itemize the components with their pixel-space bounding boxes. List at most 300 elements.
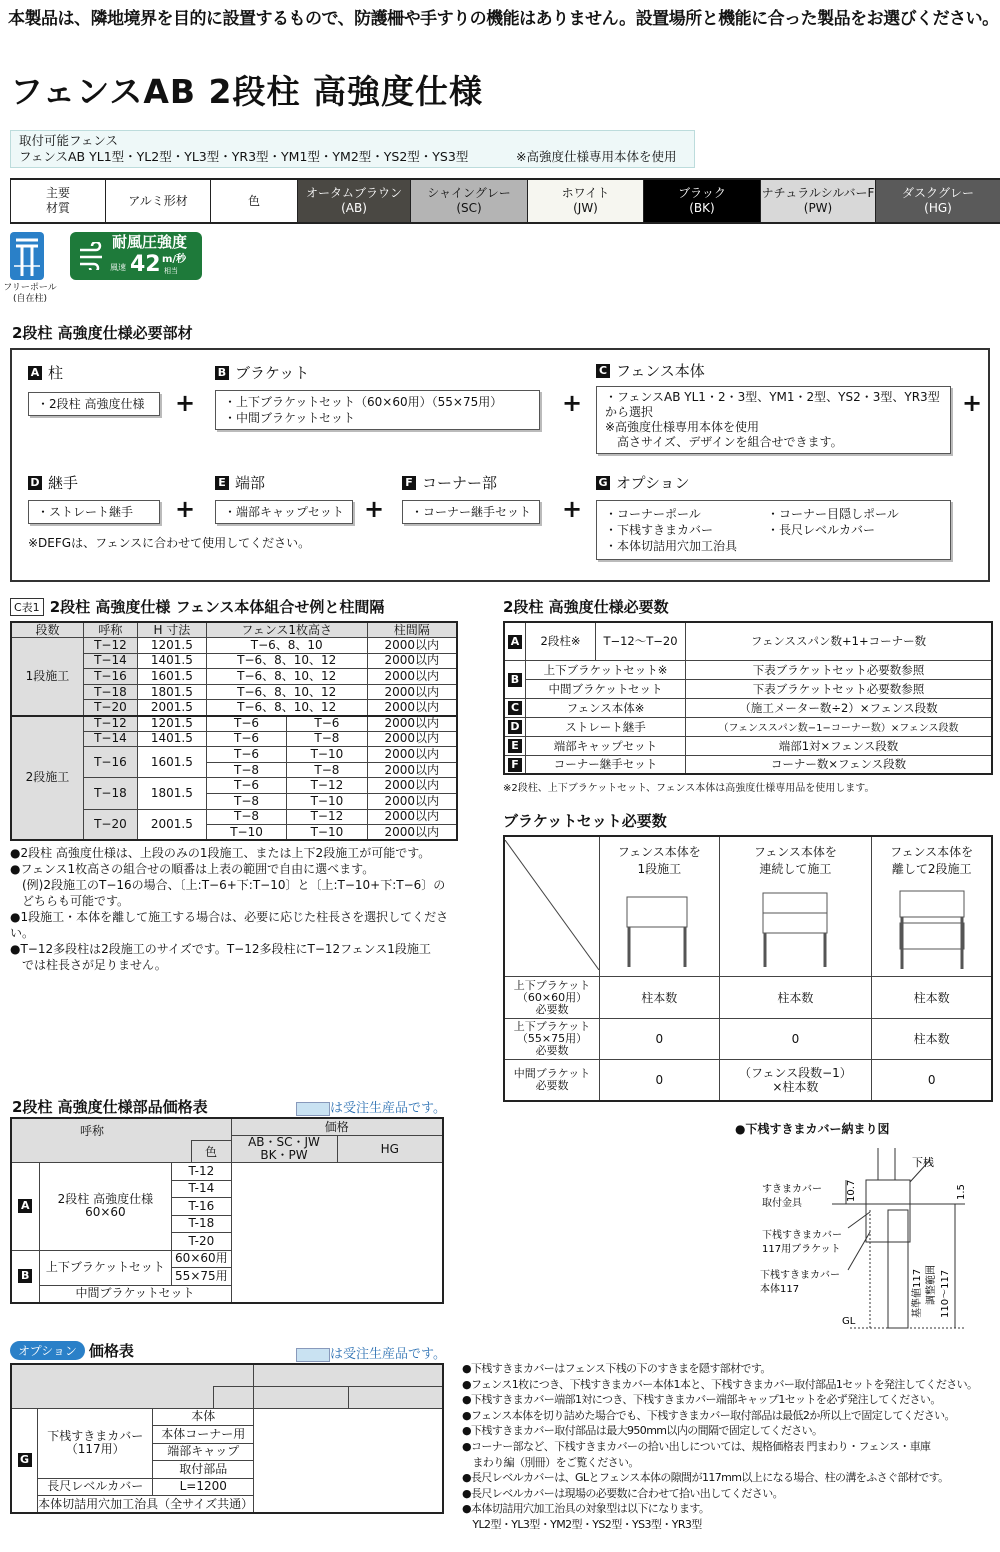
fence-install-illustration: [615, 887, 703, 973]
letter-g-icon: G: [596, 476, 610, 490]
size-cell: 55×75用: [172, 1268, 231, 1286]
table-cell: 下表ブラケットセット必要数参照: [686, 679, 993, 698]
bracket-table: [503, 835, 993, 1102]
table-cell: （フェンス段数−1） ×柱本数: [719, 1060, 872, 1101]
color-code: (HG): [924, 201, 952, 215]
option-price-table: [10, 1363, 444, 1514]
combo-tag: C表1: [10, 598, 44, 616]
table-cell: T−10: [287, 794, 367, 810]
table-row: [504, 622, 992, 660]
part-e-heading: [215, 474, 265, 492]
color-name: シャイングレー: [427, 186, 511, 200]
row-label: [504, 977, 600, 1019]
material-label-1: 主要: [45, 186, 70, 200]
part-name: [39, 1163, 172, 1251]
material-color-row: [10, 178, 1000, 224]
color-code: (JW): [573, 201, 598, 215]
table-cell: T−8: [206, 794, 286, 810]
note-line: ●下桟すきまカバー端部1対につき、下桟すきまカバー端部キャップ1セットを必ず発注してください。: [462, 1393, 941, 1407]
table-cell: T−6: [206, 778, 286, 794]
table-cell: 端部1対×フェンス段数: [686, 736, 993, 755]
name-header-text: 呼称: [79, 1124, 104, 1138]
hg-header: HG: [337, 1136, 443, 1163]
letter-d-icon: D: [508, 720, 522, 734]
made-to-order-swatch: [296, 1102, 330, 1116]
page-title: フェンスAB 2段柱 高強度仕様: [10, 72, 483, 111]
part-name: [38, 1408, 153, 1478]
table-row: [504, 717, 992, 736]
table-cell: 2000以内: [367, 794, 457, 810]
wind-value: 42: [130, 252, 161, 277]
part-c-label: フェンス本体: [616, 362, 705, 380]
gap-cover-diagram: [740, 1140, 1000, 1340]
color-swatch: [760, 180, 875, 222]
required-section: [503, 596, 993, 1102]
table-cell: T−6、8、10、12: [206, 669, 367, 685]
table-row: [504, 977, 992, 1019]
part-d-box: [28, 500, 160, 524]
wind-title: 耐風圧強度: [112, 233, 188, 251]
label-body-1: 下桟すきまカバー: [760, 1270, 840, 1281]
table-cell: 2000以内: [367, 669, 457, 685]
part-name-line: 下桟すきまカバー: [47, 1429, 144, 1443]
option-legend-text: は受注生産品です。: [330, 1347, 446, 1362]
note-line: ●下桟すきまカバーはフェンス下桟の下のすきまを隠す部材です。: [462, 1362, 771, 1375]
table-cell: 2000以内: [367, 700, 457, 716]
color-code: (PW): [803, 201, 833, 215]
table-cell: 2001.5: [137, 809, 206, 840]
part-b-item: ・上下ブラケットセット（60×60用）（55×75用）: [224, 395, 503, 409]
free-pole-label: [2, 283, 58, 305]
color-name: ダスクグレー: [901, 186, 974, 200]
table-cell: フェンススパン数+1+コーナー数: [686, 622, 993, 660]
letter-cell: [504, 660, 526, 698]
table-cell: 1801.5: [137, 684, 206, 700]
combo-title: 2段柱 高強度仕様 フェンス本体組合せ例と柱間隔: [49, 598, 385, 616]
letter-a-icon: A: [28, 366, 42, 380]
table-cell: 端部キャップセット: [526, 736, 686, 755]
table-cell: 2000以内: [367, 747, 457, 763]
compatible-fence-box: [10, 130, 695, 168]
table-cell: T−12: [83, 638, 137, 654]
label-bracket-2: 117用ブラケット: [762, 1244, 841, 1255]
letter-d-icon: D: [28, 476, 42, 490]
material-label-2: 材質: [45, 201, 70, 215]
table-cell: 2000以内: [367, 762, 457, 778]
color-swatch: [643, 180, 760, 222]
table-cell: T−16: [83, 669, 137, 685]
table-cell: T−6: [206, 731, 286, 747]
table-cell: T−6: [206, 716, 286, 732]
part-a-item: ・2段柱 高強度仕様: [37, 397, 145, 411]
table-row: [504, 755, 992, 774]
dim-range: 調整範囲: [926, 1265, 937, 1305]
table-row: [11, 1163, 443, 1181]
column-header-line: 1段施工: [637, 862, 682, 876]
row-label-line: 必要数: [535, 1044, 569, 1057]
part-name-line: （117用）: [65, 1442, 125, 1456]
plus-icon: +: [562, 495, 583, 523]
option-notes: [462, 1361, 998, 1533]
column-header: H 寸法: [137, 622, 206, 638]
letter-cell: [504, 717, 526, 736]
color-swatch: [527, 180, 643, 222]
table-cell: 2000以内: [367, 653, 457, 669]
table-cell: T−12: [287, 809, 367, 825]
letter-cell: [504, 698, 526, 717]
column-header: フェンス1枚高さ: [206, 622, 367, 638]
compatible-heading: 取付可能フェンス: [19, 133, 119, 148]
std-color-header: [231, 1136, 337, 1163]
color-name: ホワイト: [561, 186, 610, 200]
note-line: では柱長さが足りません。: [10, 958, 167, 973]
std-color-header: [254, 1386, 349, 1408]
dim-10-7: 10.7: [846, 1179, 857, 1202]
note-line: ●長尺レベルカバーは現場の必要数に合わせて拾い出してください。: [462, 1486, 783, 1500]
part-f-item: ・コーナー継手セット: [411, 505, 532, 519]
dim-range-value: 110〜117: [940, 1269, 951, 1318]
part-name: 長尺レベルカバー: [38, 1478, 153, 1496]
part-name-line: 2段柱 高強度仕様: [57, 1192, 154, 1207]
table-cell: 上下ブラケットセット※: [526, 660, 686, 679]
table-cell: T−8: [206, 809, 286, 825]
color-swatch: [410, 180, 527, 222]
part-c-item: ・フェンスAB YL1・2・3型、YM1・2型、YS2・3型、YR3型から選択: [605, 390, 940, 419]
label-gl: GL: [842, 1316, 856, 1327]
option-legend: [296, 1343, 446, 1362]
price-title: 2段柱 高強度仕様部品価格表: [12, 1098, 208, 1116]
table-header-row: [504, 836, 992, 977]
table-cell: 1601.5: [137, 669, 206, 685]
table-cell: ストレート継手: [526, 717, 686, 736]
part-e-item: ・端部キャップセット: [224, 505, 344, 519]
label-bracket-1: 下桟すきまカバー: [762, 1230, 842, 1241]
made-to-order-swatch: [296, 1348, 330, 1362]
part-g-item: ・長尺レベルカバー: [767, 523, 876, 537]
option-heading: [10, 1340, 134, 1361]
table-cell: T−12〜T−20: [596, 622, 686, 660]
table-cell: 1201.5: [137, 638, 206, 654]
hg-header: [348, 1386, 443, 1408]
row-label-line: 上下ブラケット: [513, 978, 591, 992]
diagonal-cell: [504, 836, 600, 977]
table-cell: 1401.5: [137, 653, 206, 669]
size-cell: T-14: [172, 1180, 231, 1198]
free-pole-label-1: フリーポール: [3, 283, 57, 293]
table-cell: T−8: [206, 762, 286, 778]
size-cell: 取付部品: [153, 1461, 254, 1479]
part-b-box: [215, 390, 540, 430]
color-name: ナチュラルシルバーF: [761, 186, 875, 200]
compatible-note: ※高強度仕様専用本体を使用: [516, 149, 677, 164]
table-cell: T−6、8、10、12: [206, 684, 367, 700]
required-table: [503, 621, 993, 775]
letter-f-icon: F: [402, 476, 416, 490]
size-cell: L=1200: [153, 1478, 254, 1496]
color-name: ブラック: [678, 186, 726, 200]
part-e-label: 端部: [235, 474, 266, 492]
note-line: ●コーナー部など、下桟すきまカバーの拾い出しについては、規格価格表 門まわり・フェンス・車庫: [462, 1439, 931, 1453]
table-cell: 1201.5: [137, 716, 206, 732]
part-c-heading: [596, 362, 705, 380]
table-cell: T−6、8、10、12: [206, 700, 367, 716]
note-line: ●2段柱 高強度仕様は、上段のみの1段施工、または上下2段施工が可能です。: [10, 846, 431, 861]
row-label-line: （55×75用）: [516, 1032, 588, 1045]
table-header-row: [11, 1118, 443, 1136]
color-label: 色: [210, 180, 297, 222]
parts-title: 2段柱 高強度仕様必要部材: [12, 324, 193, 342]
color-code: (SC): [456, 201, 482, 215]
part-b-item: ・中間ブラケットセット: [224, 411, 356, 425]
column-header-line: フェンス本体を: [890, 845, 974, 859]
row-label: [504, 1019, 600, 1060]
table-cell: T−14: [83, 731, 137, 747]
table-cell: 2000以内: [367, 716, 457, 732]
table-cell: T−8: [287, 762, 367, 778]
table-cell: 2000以内: [367, 731, 457, 747]
letter-f-icon: F: [508, 758, 522, 772]
letter-e-icon: E: [508, 739, 522, 753]
letter-g-icon: G: [18, 1453, 32, 1467]
wind-prefix: 風速: [110, 263, 126, 272]
plus-icon: +: [175, 495, 196, 523]
option-title: 価格表: [88, 1342, 134, 1360]
material-label: [10, 180, 105, 222]
fence-install-illustration: [751, 887, 839, 973]
size-cell: 60×60用: [172, 1250, 231, 1268]
table-cell: （フェンススパン数−1−コーナー数）×フェンス段数: [686, 717, 993, 736]
label-bottom-rail: 下桟: [912, 1156, 934, 1169]
combo-section: [10, 596, 468, 973]
letter-a-icon: A: [508, 635, 522, 649]
table-cell: T−10: [287, 747, 367, 763]
part-name-line: 60×60: [85, 1205, 126, 1220]
letter-cell: [11, 1408, 38, 1513]
color-code: (AB): [341, 201, 367, 215]
table-cell: 中間ブラケットセット: [526, 679, 686, 698]
column-header-line: フェンス本体を: [617, 845, 701, 859]
std-colors-2: BK・PW: [260, 1148, 308, 1162]
table-cell: コーナー継手セット: [526, 755, 686, 774]
part-f-heading: [402, 474, 497, 492]
size-cell: T-20: [172, 1233, 231, 1251]
free-pole-label-2: (自在柱): [12, 294, 48, 304]
table-cell: T−14: [83, 653, 137, 669]
table-cell: T−12: [83, 716, 137, 732]
table-cell: 2000以内: [367, 778, 457, 794]
table-cell: 2段柱※: [526, 622, 596, 660]
part-c-item: ※高強度仕様専用本体を使用: [605, 420, 760, 434]
table-row: [11, 716, 457, 732]
color-name: オータムブラウン: [305, 186, 402, 200]
letter-e-icon: E: [215, 476, 229, 490]
part-c-box: [596, 386, 951, 454]
size-cell: 本体コーナー用: [153, 1426, 254, 1444]
note-line: まわり編（別冊）をご覧ください。: [462, 1455, 639, 1469]
part-e-box: [215, 500, 353, 524]
table-cell: T−6: [287, 716, 367, 732]
diagonal-line: [505, 840, 599, 970]
note-line: ●本体切詰用穴加工治具の対象型は以下になります。: [462, 1502, 710, 1516]
note-line: ●下桟すきまカバー取付部品は最大950mm以内の間隔で固定してください。: [462, 1424, 823, 1438]
table-cell: T−6: [206, 747, 286, 763]
letter-cell: [504, 736, 526, 755]
note-line: (例)2段施工のT−16の場合、〔上:T−6+下:T−10〕と〔上:T−10+下:T−6〕の: [10, 878, 446, 893]
price-cell: [254, 1408, 443, 1513]
table-cell: 柱本数: [600, 977, 720, 1019]
stage-label: 2段施工: [11, 716, 83, 841]
size-cell: 本体: [153, 1408, 254, 1426]
size-cell: T-16: [172, 1198, 231, 1216]
letter-c-icon: C: [596, 364, 610, 378]
combo-table: [10, 621, 458, 841]
label-body-2: 本体117: [760, 1284, 800, 1295]
table-row: [504, 679, 992, 698]
part-g-item: ・本体切詰用穴加工治具: [605, 539, 738, 553]
letter-b-icon: B: [18, 1269, 32, 1283]
dim-1-5: 1.5: [956, 1184, 967, 1200]
table-cell: フェンス本体※: [526, 698, 686, 717]
material-value: アルミ形材: [105, 180, 210, 222]
part-a-heading: [28, 364, 63, 382]
column-header: 柱間隔: [367, 622, 457, 638]
table-cell: T−10: [287, 825, 367, 841]
column-header-line: フェンス本体を: [753, 845, 837, 859]
table-cell: 2000以内: [367, 809, 457, 825]
table-row: [504, 1019, 992, 1060]
table-cell: T−18: [83, 684, 137, 700]
label-fitting-2: 取付金具: [762, 1198, 802, 1209]
column-header-line: 離して2段施工: [891, 862, 972, 876]
std-colors-1: AB・SC・JW: [248, 1135, 320, 1149]
stage-label: 1段施工: [11, 638, 83, 716]
row-label-line: 中間ブラケット: [513, 1066, 591, 1080]
part-name: 本体切詰用穴加工治具（全サイズ共通）: [38, 1496, 254, 1514]
row-label-line: 必要数: [535, 1078, 569, 1092]
required-parts-box: [10, 348, 990, 582]
letter-cell: [11, 1163, 39, 1251]
table-cell: 柱本数: [872, 1019, 992, 1060]
color-code: (BK): [689, 201, 715, 215]
plus-icon: +: [175, 389, 196, 417]
compatible-models: フェンスAB YL1型・YL2型・YL3型・YR3型・YM1型・YM2型・YS2型・YS3型: [19, 149, 469, 164]
part-name: 上下ブラケットセット: [39, 1250, 172, 1285]
table-cell: T−20: [83, 809, 137, 840]
required-note: ※2段柱、上下ブラケットセット、フェンス本体は高強度仕様専用品を使用します。: [503, 783, 875, 794]
table-cell: 1801.5: [137, 778, 206, 809]
part-g-item: ・下桟すきまカバー: [605, 523, 714, 537]
table-cell: T−6、8、10: [206, 638, 367, 654]
price-cell: [231, 1163, 443, 1303]
table-cell: T−12: [287, 778, 367, 794]
table-cell: 2000以内: [367, 684, 457, 700]
color-swatch: [875, 180, 1000, 222]
price-table: [10, 1117, 444, 1304]
letter-b-icon: B: [508, 673, 522, 687]
row-label: [504, 1060, 600, 1101]
size-cell: 端部キャップ: [153, 1443, 254, 1461]
column-header: 段数: [11, 622, 83, 638]
table-row: [504, 1060, 992, 1101]
part-d-item: ・ストレート継手: [37, 505, 134, 519]
table-cell: T−16: [83, 747, 137, 778]
part-a-box: [28, 392, 160, 416]
part-d-label: 継手: [48, 474, 79, 492]
table-cell: 0: [872, 1060, 992, 1101]
letter-c-icon: C: [508, 701, 522, 715]
part-a-label: 柱: [48, 364, 64, 382]
wind-icon: [78, 242, 106, 270]
table-cell: コーナー数×フェンス段数: [686, 755, 993, 774]
letter-cell: [504, 622, 526, 660]
note-line: ●フェンス1枚高さの組合せの順番は上表の範囲で自由に選べます。: [10, 862, 375, 877]
letter-b-icon: B: [215, 366, 229, 380]
letter-a-icon: A: [18, 1199, 32, 1213]
note-line: ●長尺レベルカバーは、GLとフェンス本体の隙間が117mm以上になる場合、柱の溝をふさぐ部材です。: [462, 1471, 949, 1485]
part-f-label: コーナー部: [422, 474, 498, 492]
plus-icon: +: [562, 389, 583, 417]
table-cell: 2000以内: [367, 825, 457, 841]
name-header: [11, 1118, 231, 1163]
def-note: ※DEFGは、フェンスに合わせて使用してください。: [28, 536, 311, 550]
table-cell: T−18: [83, 778, 137, 809]
note-line: どちらも可能です。: [10, 894, 130, 909]
table-row: [504, 698, 992, 717]
table-cell: 2001.5: [137, 700, 206, 716]
label-fitting-1: すきまカバー: [762, 1184, 822, 1195]
disclaimer-banner: 本製品は、隣地境界を目的に設置するもので、防護柵や手すりの機能はありません。設置場所と機能に合った製品をお選びください。: [8, 9, 999, 29]
table-cell: 0: [719, 1019, 872, 1060]
table-row: [504, 736, 992, 755]
row-label-line: （60×60用）: [516, 990, 588, 1004]
table-header-row: [11, 622, 457, 638]
table-row: [11, 638, 457, 654]
combo-notes: [10, 845, 468, 973]
table-cell: 柱本数: [719, 977, 872, 1019]
fence-install-illustration: [888, 887, 976, 973]
part-g-item: ・コーナー目隠しポール: [767, 507, 899, 521]
color-header: 色: [191, 1140, 231, 1162]
table-cell: 1401.5: [137, 731, 206, 747]
table-cell: 2000以内: [367, 638, 457, 654]
note-line: ●フェンス1枚につき、下桟すきまカバー本体1本と、下桟すきまカバー取付部品1セットを発注してください。: [462, 1377, 978, 1391]
note-line: ●1段施工・本体を離して施工する場合は、必要に応じた柱長さを選択してください。: [10, 910, 449, 941]
size-cell: T-18: [172, 1215, 231, 1233]
note-line: YL2型・YL3型・YM2型・YS2型・YS3型・YR3型: [462, 1517, 702, 1531]
wind-unit: m/秒: [162, 254, 187, 265]
note-line: ●フェンス本体を切り詰めた場合でも、下桟すきまカバー取付部品は最低2か所以上で固定してください。: [462, 1408, 955, 1422]
combo-heading: [10, 596, 468, 617]
dim-standard: 基準値117: [912, 1268, 923, 1318]
price-header: [254, 1364, 443, 1386]
color-swatch: [297, 180, 410, 222]
column-header: 呼称: [83, 622, 137, 638]
color-header: [213, 1386, 253, 1408]
part-g-label: オプション: [616, 474, 690, 492]
letter-cell: [11, 1250, 39, 1303]
price-legend-text: は受注生産品です。: [330, 1101, 446, 1116]
part-g-box: [596, 500, 951, 560]
column-header: [719, 836, 872, 977]
table-cell: T−10: [206, 825, 286, 841]
table-cell: T−20: [83, 700, 137, 716]
part-b-label: ブラケット: [235, 364, 310, 382]
note-line: ●T−12多段柱は2段施工のサイズです。T−12多段柱にT−12フェンス1段施工: [10, 942, 431, 957]
table-cell: 下表ブラケットセット必要数参照: [686, 660, 993, 679]
wind-suffix: 相当: [164, 267, 178, 275]
table-cell: 0: [600, 1019, 720, 1060]
price-header: 価格: [231, 1118, 443, 1136]
